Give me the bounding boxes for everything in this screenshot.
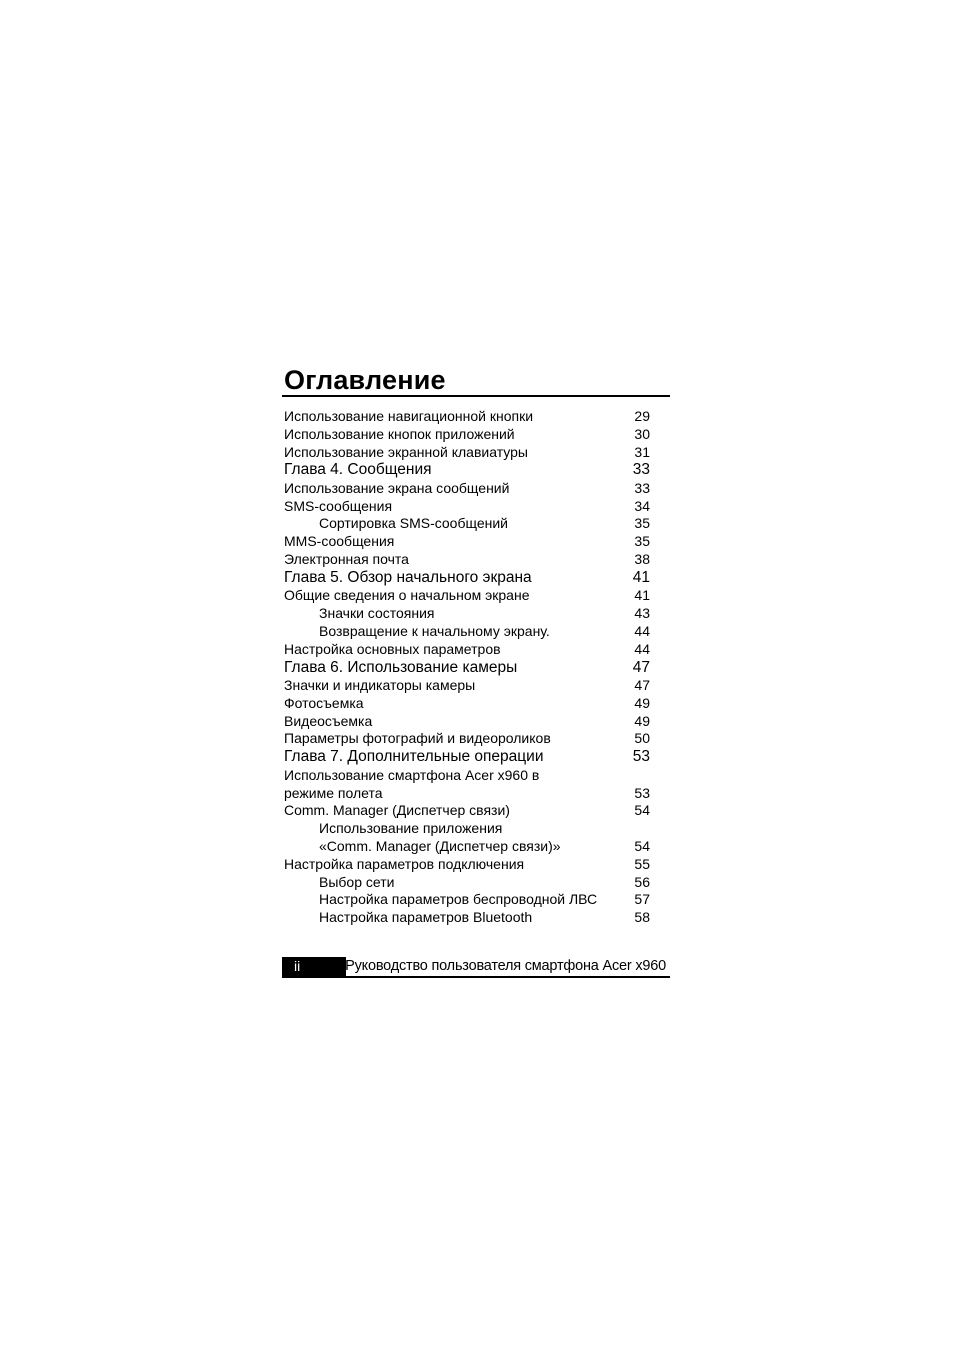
toc-entry-label: Использование приложения (319, 820, 503, 837)
toc-entry-row[interactable] (284, 641, 650, 659)
table-of-contents (284, 408, 650, 927)
toc-page-number: 54 (634, 837, 650, 854)
toc-entry-label: MMS-сообщения (284, 533, 395, 550)
toc-page-number: 53 (634, 784, 650, 801)
toc-entry-row[interactable] (284, 480, 650, 498)
footer-document-title: Руководство пользователя смартфона Acer x960 (345, 958, 666, 974)
toc-page-number: 50 (634, 730, 650, 747)
toc-entry-row[interactable] (284, 730, 650, 748)
toc-entry-label: Сортировка SMS-сообщений (319, 515, 508, 532)
toc-entry-label: Глава 5. Обзор начального экрана (284, 568, 532, 586)
toc-entry-row[interactable] (284, 677, 650, 695)
toc-entry-row[interactable] (284, 713, 650, 731)
toc-page-number: 57 (634, 891, 650, 908)
toc-page-number: 41 (632, 568, 650, 586)
toc-page-number: 49 (634, 712, 650, 729)
toc-chapter-row[interactable] (284, 659, 650, 678)
toc-page-number: 35 (634, 515, 650, 532)
toc-entry-row[interactable] (284, 498, 650, 516)
toc-page-number: 31 (634, 443, 650, 460)
title-underline (282, 395, 670, 397)
toc-page-number: 56 (634, 873, 650, 890)
toc-entry-row[interactable] (284, 802, 650, 820)
toc-page-number: 47 (634, 677, 650, 694)
footer-page-number: ii (282, 957, 346, 976)
toc-entry-row[interactable] (284, 874, 650, 892)
toc-entry-label: Выбор сети (319, 873, 395, 890)
toc-page-number: 47 (632, 658, 650, 676)
page-footer (282, 957, 670, 978)
toc-entry-label: Comm. Manager (Диспетчер связи) (284, 802, 510, 819)
footer-rule (282, 976, 670, 978)
toc-page-number: 43 (634, 605, 650, 622)
toc-entry-label: Видеосъемка (284, 712, 373, 729)
toc-page-number: 49 (634, 694, 650, 711)
toc-page-number: 35 (634, 533, 650, 550)
toc-page-number: 58 (634, 909, 650, 926)
toc-entry-row[interactable] (284, 426, 650, 444)
toc-entry-row[interactable] (284, 767, 650, 785)
toc-entry-row[interactable] (284, 587, 650, 605)
toc-page-number: 30 (634, 425, 650, 442)
toc-entry-row[interactable] (284, 623, 650, 641)
toc-page-number: 44 (634, 622, 650, 639)
toc-page-number: 34 (634, 497, 650, 514)
toc-entry-row[interactable] (284, 533, 650, 551)
toc-entry-label: «Comm. Manager (Диспетчер связи)» (319, 837, 561, 854)
toc-page-number: 44 (634, 640, 650, 657)
toc-entry-row[interactable] (284, 515, 650, 533)
toc-entry-row[interactable] (284, 605, 650, 623)
toc-entry-label: Настройка параметров подключения (284, 855, 525, 872)
toc-entry-row[interactable] (284, 551, 650, 569)
toc-entry-row[interactable] (284, 695, 650, 713)
toc-entry-label: Использование смартфона Acer x960 в (284, 766, 540, 783)
toc-entry-label: Настройка параметров Bluetooth (319, 909, 533, 926)
toc-entry-label: Фотосъемка (284, 694, 364, 711)
toc-chapter-row[interactable] (284, 748, 650, 767)
toc-entry-label: Общие сведения о начальном экране (284, 587, 530, 604)
toc-entry-label: Настройка параметров беспроводной ЛВС (319, 891, 598, 908)
toc-entry-row[interactable] (284, 856, 650, 874)
toc-page-number: 54 (634, 802, 650, 819)
toc-entry-row[interactable] (284, 444, 650, 462)
toc-entry-label: Значки и индикаторы камеры (284, 677, 476, 694)
toc-entry-label: Параметры фотографий и видеороликов (284, 730, 551, 747)
toc-page-number: 41 (634, 587, 650, 604)
toc-page-number: 29 (634, 408, 650, 424)
toc-entry-label: режиме полета (284, 784, 383, 801)
toc-entry-row[interactable] (284, 909, 650, 927)
toc-entry-label: Использование экрана сообщений (284, 479, 510, 496)
toc-page-number: 55 (634, 855, 650, 872)
toc-entry-row[interactable] (284, 838, 650, 856)
toc-entry-label: Использование экранной клавиатуры (284, 443, 528, 460)
toc-entry-label: Значки состояния (319, 605, 435, 622)
toc-entry-row[interactable] (284, 785, 650, 803)
toc-entry-label: Электронная почта (284, 551, 409, 568)
toc-entry-row[interactable] (284, 408, 650, 426)
toc-entry-row[interactable] (284, 820, 650, 838)
toc-chapter-row[interactable] (284, 569, 650, 588)
toc-entry-label: Возвращение к начальному экрану. (319, 622, 550, 639)
toc-entry-label: Глава 6. Использование камеры (284, 658, 518, 676)
toc-entry-label: Глава 4. Сообщения (284, 461, 432, 479)
toc-entry-label: Настройка основных параметров (284, 640, 501, 657)
toc-page-number: 38 (634, 551, 650, 568)
toc-entry-row[interactable] (284, 891, 650, 909)
toc-entry-label: SMS-сообщения (284, 497, 393, 514)
toc-entry-label: Глава 7. Дополнительные операции (284, 748, 544, 766)
toc-entry-label: Использование кнопок приложений (284, 425, 515, 442)
toc-page-number: 33 (634, 479, 650, 496)
toc-entry-label: Использование навигационной кнопки (284, 408, 534, 424)
toc-page-number: 53 (632, 748, 650, 766)
page-title: Оглавление (284, 365, 446, 395)
toc-chapter-row[interactable] (284, 461, 650, 480)
toc-page-number: 33 (632, 461, 650, 479)
